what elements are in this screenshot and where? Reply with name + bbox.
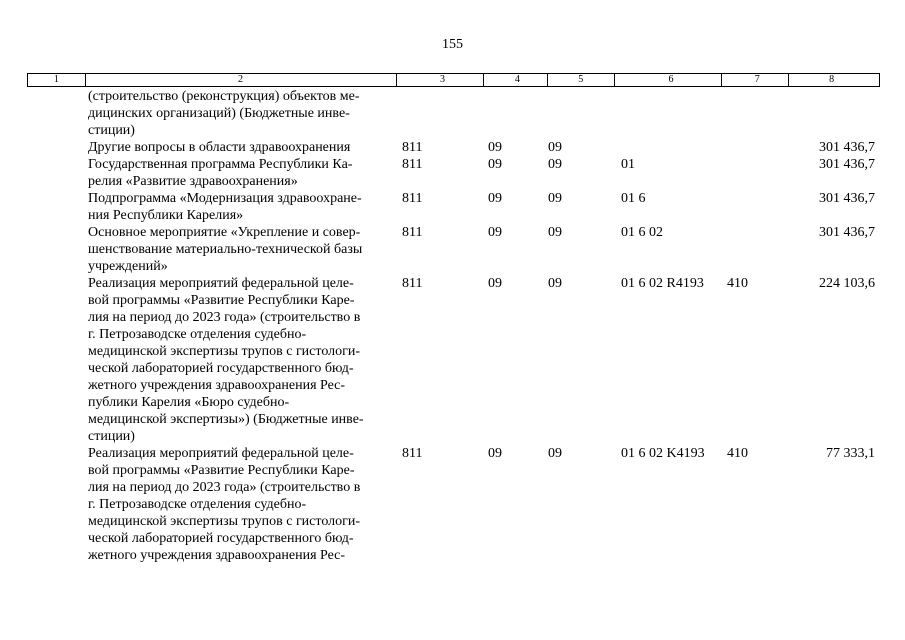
header-col-3: 3 (397, 74, 484, 86)
cell-c7 (723, 139, 790, 156)
name-line: стиции) (88, 429, 135, 444)
cell-empty (27, 139, 85, 156)
cell-c4: 09 (488, 157, 502, 172)
cell-c4: 09 (488, 276, 502, 291)
name-line: вой программы «Развитие Республики Каре- (88, 463, 355, 478)
cell-c7: 410 (727, 276, 748, 291)
name-line: жетного учреждения здравоохранения Рес- (88, 378, 346, 393)
name-line: релия «Развитие здравоохранения» (88, 174, 298, 189)
table-body (27, 88, 880, 564)
cell-empty (27, 224, 85, 275)
cell-c6: 01 6 02 K4193 (621, 446, 705, 461)
name-line: (строительство (реконструкция) объектов ме- (88, 89, 360, 104)
cell-name (85, 139, 397, 156)
cell-c8: 77 333,1 (826, 446, 875, 461)
cell-c5: 09 (548, 225, 562, 240)
header-col-7: 7 (722, 74, 789, 86)
cell-c7 (723, 224, 790, 275)
cell-c8: 301 436,7 (819, 140, 875, 155)
name-line: Основное мероприятие «Укрепление и совер- (88, 225, 361, 240)
cell-c4: 09 (488, 140, 502, 155)
cell-c3: 811 (402, 157, 423, 172)
cell-empty (27, 275, 85, 445)
name-line: ческой лабораторией государственного бюд- (88, 361, 354, 376)
cell-c4: 09 (488, 446, 502, 461)
name-line: медицинской экспертизы трупов с гистологи- (88, 514, 361, 529)
name-line: медицинской экспертизы трупов с гистологи- (88, 344, 361, 359)
header-col-6: 6 (615, 74, 723, 86)
cell-c8: 301 436,7 (819, 191, 875, 206)
name-line: Другие вопросы в области здравоохранения (88, 140, 351, 155)
name-line: вой программы «Развитие Республики Каре- (88, 293, 355, 308)
cell-c4: 09 (488, 191, 502, 206)
cell-c5 (548, 88, 615, 139)
cell-empty (27, 190, 85, 224)
table-row (27, 190, 880, 224)
cell-c5: 09 (548, 140, 562, 155)
table-row (27, 224, 880, 275)
cell-empty (27, 88, 85, 139)
name-line: г. Петрозаводске отделения судебно- (88, 497, 307, 512)
table-row (27, 445, 880, 564)
cell-c7: 410 (727, 446, 748, 461)
name-line: лия на период до 2023 года» (строительство в (88, 480, 361, 495)
cell-c7 (723, 190, 790, 224)
cell-c3: 811 (402, 191, 423, 206)
header-col-4: 4 (484, 74, 548, 86)
name-line: публики Карелия «Бюро судебно- (88, 395, 290, 410)
cell-c4 (484, 88, 548, 139)
name-line: лия на период до 2023 года» (строительство в (88, 310, 361, 325)
header-col-1: 1 (28, 74, 86, 86)
page-number: 155 (442, 37, 463, 52)
cell-c5: 09 (548, 157, 562, 172)
cell-c7 (723, 88, 790, 139)
cell-c4: 09 (488, 225, 502, 240)
cell-c3 (397, 88, 484, 139)
name-line: ческой лабораторией государственного бюд- (88, 531, 354, 546)
cell-c3: 811 (402, 140, 423, 155)
table-row (27, 275, 880, 445)
cell-c3: 811 (402, 276, 423, 291)
header-col-5: 5 (548, 74, 615, 86)
cell-c8: 224 103,6 (819, 276, 875, 291)
name-line: Реализация мероприятий федеральной целе- (88, 276, 354, 291)
name-line: дицинских организаций) (Бюджетные инве- (88, 106, 350, 121)
name-line: стиции) (88, 123, 135, 138)
cell-c5: 09 (548, 191, 562, 206)
cell-c6: 01 6 (621, 191, 646, 206)
cell-c6: 01 6 02 R4193 (621, 276, 704, 291)
cell-c8: 301 436,7 (819, 225, 875, 240)
cell-c6: 01 6 02 (621, 225, 663, 240)
table-row (27, 139, 880, 156)
cell-name (85, 156, 397, 190)
cell-c3: 811 (402, 225, 423, 240)
cell-name (85, 224, 397, 275)
name-line: жетного учреждения здравоохранения Рес- (88, 548, 346, 563)
table-row (27, 88, 880, 139)
header-col-2: 2 (86, 74, 397, 86)
cell-empty (27, 445, 85, 564)
cell-c7 (723, 156, 790, 190)
cell-c6: 01 (621, 157, 635, 172)
name-line: Государственная программа Республики Ка- (88, 157, 353, 172)
name-line: Реализация мероприятий федеральной целе- (88, 446, 354, 461)
cell-name (85, 275, 397, 445)
name-line: учреждений» (88, 259, 168, 274)
name-line: ния Республики Карелия» (88, 208, 244, 223)
cell-name (85, 445, 397, 564)
cell-name (85, 190, 397, 224)
cell-c8: 301 436,7 (819, 157, 875, 172)
cell-c5: 09 (548, 276, 562, 291)
cell-name (85, 88, 397, 139)
name-line: медицинской экспертизы») (Бюджетные инве- (88, 412, 364, 427)
cell-c6 (615, 88, 723, 139)
name-line: Подпрограмма «Модернизация здравоохране- (88, 191, 362, 206)
name-line: г. Петрозаводске отделения судебно- (88, 327, 307, 342)
cell-c6 (615, 139, 723, 156)
table-row (27, 156, 880, 190)
cell-c8 (790, 88, 880, 139)
cell-c3: 811 (402, 446, 423, 461)
cell-c5: 09 (548, 446, 562, 461)
name-line: шенствование материально-технической базы (88, 242, 363, 257)
header-col-8: 8 (829, 74, 835, 85)
cell-empty (27, 156, 85, 190)
table-header (27, 73, 880, 87)
